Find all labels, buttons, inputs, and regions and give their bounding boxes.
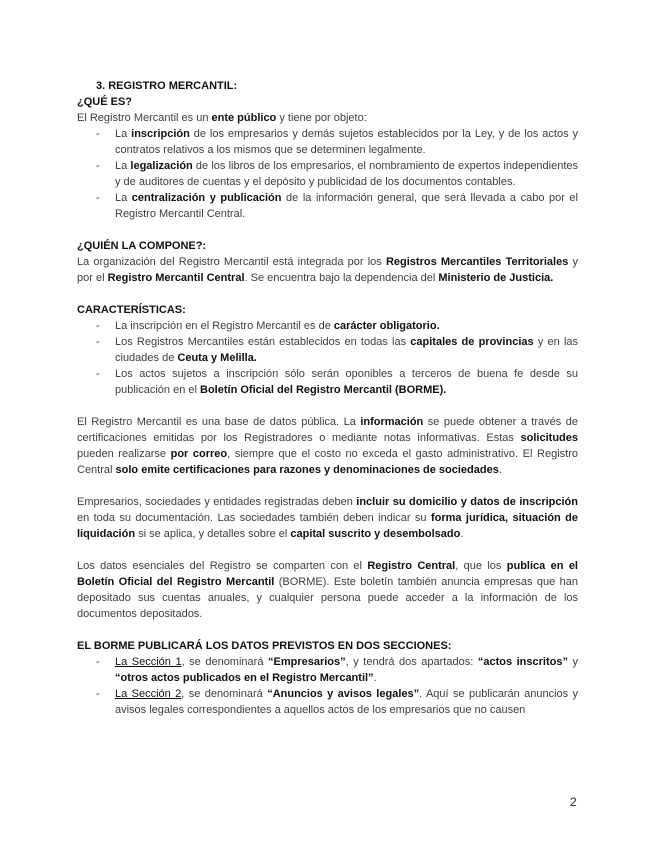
list-item: - Los actos sujetos a inscripción sólo serán oponibles a terceros de buena fe desde su publicación en el Boletín Oficial del Registro Mercantil (BORME). bbox=[77, 366, 578, 398]
list-item: - La Sección 1, se denominará “Empresarios”, y tendrá dos apartados: “actos inscritos” y “otros actos publicados en el Registro Mercantil”. bbox=[77, 654, 578, 686]
page-number: 2 bbox=[570, 795, 577, 809]
heading-quien-la-compone: ¿QUIÉN LA COMPONE?: bbox=[77, 240, 207, 252]
section-title: 3. REGISTRO MERCANTIL: bbox=[96, 80, 238, 92]
caracteristicas-list bbox=[77, 318, 578, 398]
list-item: - La inscripción en el Registro Mercantil es de carácter obligatorio. bbox=[77, 318, 578, 334]
list-item: - La inscripción de los empresarios y demás sujetos establecidos por la Ley, y de los actos y contratos relativos a los mismos que se determinen legalmente. bbox=[77, 126, 578, 158]
paragraph-empresarios: Empresarios, sociedades y entidades registradas deben incluir su domicilio y datos de inscripción en toda su documentación. Las sociedades también deben indicar su forma jurídica, situación de liquidación si se aplica, y detalles sobre el capital suscrito y desembolsado. bbox=[77, 496, 578, 540]
quien-la-compone-text: La organización del Registro Mercantil está integrada por los Registros Mercantiles Territoriales y por el Registro Mercantil Central. Se encuentra bajo la dependencia del Ministerio de Justicia. bbox=[77, 256, 578, 284]
borme-list bbox=[77, 654, 578, 718]
que-es-intro: El Registro Mercantil es un ente público y tiene por objeto: bbox=[77, 112, 367, 124]
list-item: - La legalización de los libros de los empresarios, el nombramiento de expertos independientes y de auditores de cuentas y el depósito y publicidad de los documentos contables. bbox=[77, 158, 578, 190]
heading-que-es: ¿QUÉ ES? bbox=[77, 96, 133, 108]
list-item: - Los Registros Mercantiles están establecidos en todas las capitales de provincias y en las ciudades de Ceuta y Melilla. bbox=[77, 334, 578, 366]
list-item: - La Sección 2, se denominará “Anuncios y avisos legales”. Aquí se publicarán anuncios y avisos legales correspondientes a aquellos actos de los empresarios que no causen bbox=[77, 686, 578, 718]
paragraph-datos-esenciales: Los datos esenciales del Registro se comparten con el Registro Central, que los publica en el Boletín Oficial del Registro Mercantil (BORME). Este boletín también anuncia empresas que han depositado sus cuentas anuales, y cualquier persona puede acceder a la información de los documentos depositados. bbox=[77, 560, 578, 620]
list-item: - La centralización y publicación de la información general, que será llevada a cabo por el Registro Mercantil Central. bbox=[77, 190, 578, 222]
que-es-list bbox=[77, 126, 578, 222]
paragraph-base-de-datos: El Registro Mercantil es una base de datos pública. La información se puede obtener a través de certificaciones emitidas por los Registradores o mediante notas informativas. Estas solicitudes pueden realizarse por correo, siempre que el costo no exceda el gasto administrativo. El Registro Central solo emite certificaciones para razones y denominaciones de sociedades. bbox=[77, 416, 578, 476]
heading-borme: EL BORME PUBLICARÁ LOS DATOS PREVISTOS EN DOS SECCIONES: bbox=[77, 640, 452, 652]
heading-caracteristicas: CARACTERÍSTICAS: bbox=[77, 304, 186, 316]
document-page bbox=[77, 78, 578, 718]
